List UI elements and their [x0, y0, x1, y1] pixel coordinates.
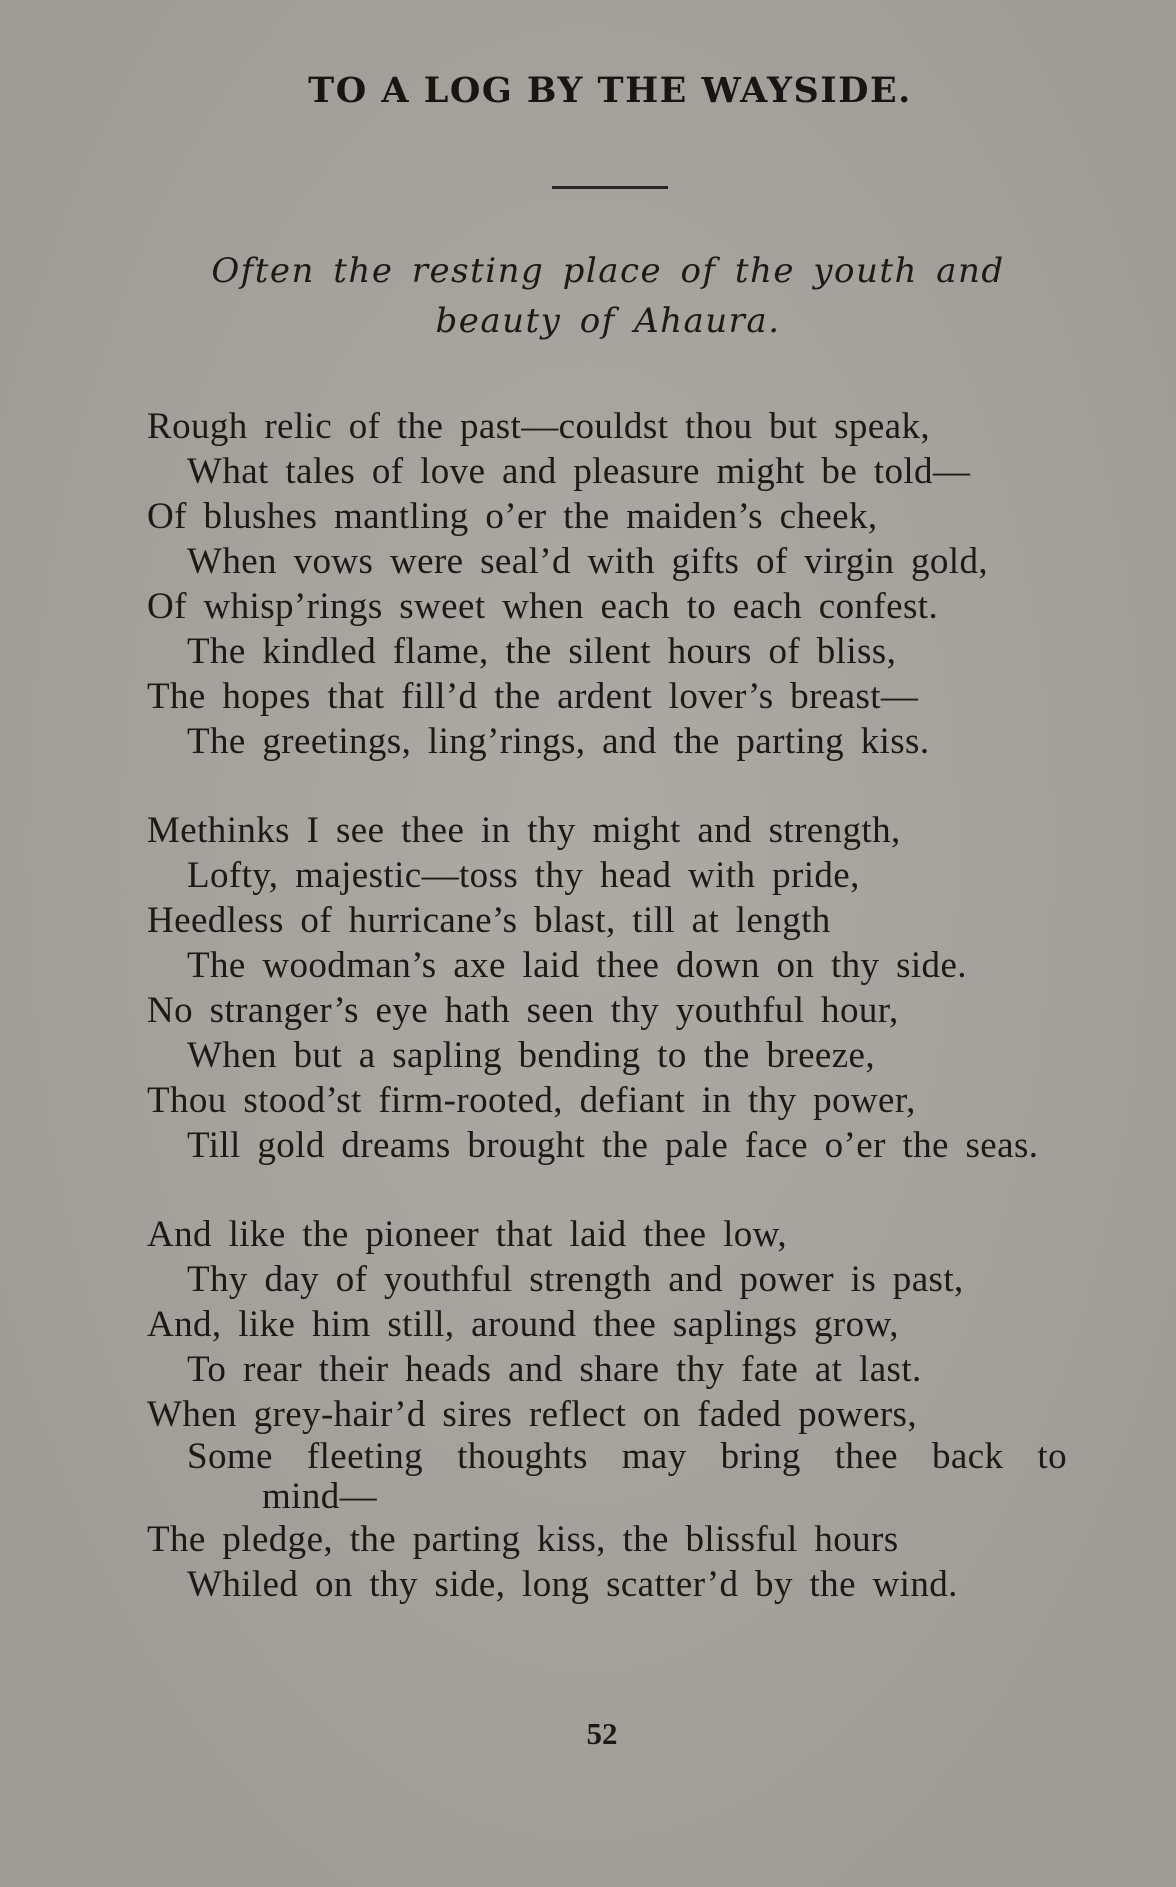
poem-line: When grey-hair’d sires reflect on faded powers,: [147, 1394, 917, 1435]
poem-line: The kindled flame, the silent hours of bliss,: [187, 631, 897, 672]
poem-line: To rear their heads and share thy fate at last.: [187, 1349, 922, 1390]
poem-line: And, like him still, around thee saplings grow,: [147, 1304, 899, 1345]
poem-line: The woodman’s axe laid thee down on thy side.: [187, 945, 967, 986]
poem-line: Heedless of hurricane’s blast, till at length: [147, 900, 831, 941]
poem-title: TO A LOG BY THE WAYSIDE.: [308, 70, 912, 111]
page-number: 52: [586, 1716, 618, 1751]
poem-line: Thy day of youthful strength and power is past,: [187, 1259, 964, 1300]
poem-line: What tales of love and pleasure might be told—: [187, 451, 971, 492]
poem-line: When but a sapling bending to the breeze,: [187, 1035, 876, 1076]
poem-line: Of whisp’rings sweet when each to each confest.: [147, 586, 939, 627]
poem-line: Rough relic of the past—couldst thou but speak,: [147, 406, 931, 447]
poem-line: When vows were seal’d with gifts of virgin gold,: [187, 541, 989, 582]
stanza-3: [147, 1212, 1067, 1607]
poem-line: The hopes that fill’d the ardent lover’s breast—: [147, 676, 919, 717]
poem-line: Whiled on thy side, long scatter’d by the wind.: [187, 1564, 958, 1605]
poem-line: Of blushes mantling o’er the maiden’s cheek,: [147, 496, 878, 537]
poem-line: No stranger’s eye hath seen thy youthful hour,: [147, 990, 899, 1031]
poem-line: Thou stood’st firm-rooted, defiant in thy power,: [147, 1080, 916, 1121]
poem-body: [147, 404, 1067, 1651]
poem-line-continuation: mind—: [262, 1476, 378, 1517]
poem-line: Till gold dreams brought the pale face o’er the seas.: [187, 1125, 1039, 1166]
poem-line: The pledge, the parting kiss, the blissful hours: [147, 1519, 899, 1560]
stanza-1: [147, 404, 1067, 764]
poem-line: And like the pioneer that laid thee low,: [147, 1214, 788, 1255]
poem-line: Lofty, majestic—toss thy head with pride,: [187, 855, 860, 896]
title-divider: [552, 186, 668, 189]
poem-line-text: Some fleeting thoughts may bring thee back to: [187, 1436, 1067, 1477]
epigraph: Often the resting place of the youth and beauty of Ahaura.: [211, 251, 1005, 341]
stanza-2: [147, 808, 1067, 1168]
poem-line: Methinks I see thee in thy might and strength,: [147, 810, 901, 851]
poem-line: The greetings, ling’rings, and the parting kiss.: [187, 721, 930, 762]
poem-line-wrapped: [147, 1437, 1067, 1517]
